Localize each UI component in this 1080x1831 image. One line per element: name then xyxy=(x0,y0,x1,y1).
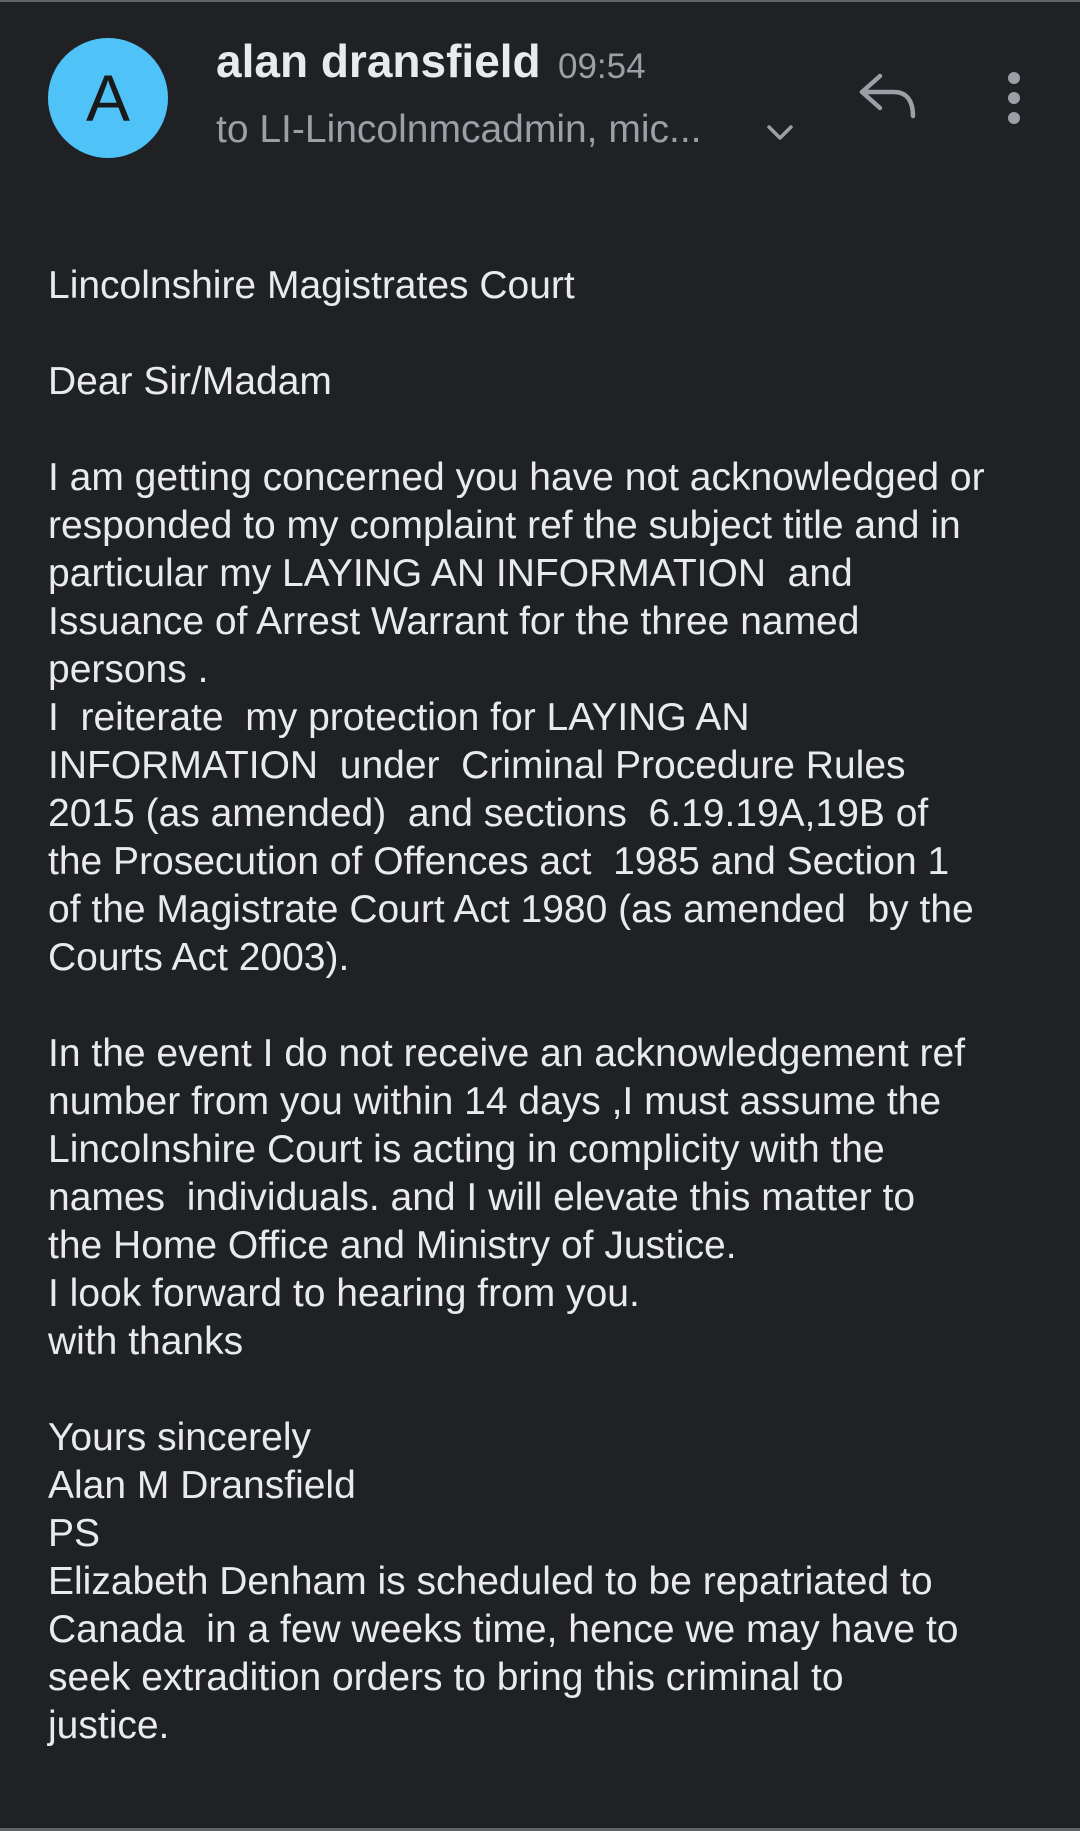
top-divider xyxy=(0,0,1080,2)
body-line: Elizabeth Denham is scheduled to be repatriated to xyxy=(48,1560,933,1603)
body-line: the Home Office and Ministry of Justice. xyxy=(48,1224,737,1267)
body-line: Courts Act 2003). xyxy=(48,936,350,979)
body-line: PS xyxy=(48,1512,101,1555)
body-line: In the event I do not receive an acknowledgement ref xyxy=(48,1032,966,1075)
body-line: Alan M Dransfield xyxy=(48,1464,356,1507)
blank-line xyxy=(48,406,1058,454)
body-line: the Prosecution of Offences act 1985 and Section 1 xyxy=(48,840,950,883)
body-line: 2015 (as amended) and sections 6.19.19A,19B of xyxy=(48,792,929,835)
message-time: 09:54 xyxy=(558,47,646,86)
body-line: I reiterate my protection for LAYING AN xyxy=(48,696,750,739)
body-line: of the Magistrate Court Act 1980 (as amended by the xyxy=(48,888,974,931)
sender-name: alan dransfield xyxy=(216,35,541,87)
message-body xyxy=(48,262,1058,1750)
body-line: Yours sincerely xyxy=(48,1416,312,1459)
body-line: Lincolnshire Magistrates Court xyxy=(48,264,575,307)
reply-icon[interactable] xyxy=(858,70,918,122)
avatar[interactable]: A xyxy=(48,38,168,158)
body-line: I am getting concerned you have not acknowledged or xyxy=(48,456,985,499)
chevron-down-icon[interactable] xyxy=(765,120,795,144)
body-line: Canada in a few weeks time, hence we may have to xyxy=(48,1608,959,1651)
more-vert-icon[interactable] xyxy=(998,70,1030,126)
body-line: I look forward to hearing from you. xyxy=(48,1272,640,1315)
body-line: number from you within 14 days ,I must assume the xyxy=(48,1080,942,1123)
body-line: names individuals. and I will elevate this matter to xyxy=(48,1176,916,1219)
recipients-summary[interactable]: to LI-Lincolnmcadmin, mic... xyxy=(216,108,702,151)
blank-line xyxy=(48,1366,1058,1414)
blank-line xyxy=(48,982,1058,1030)
body-line: Dear Sir/Madam xyxy=(48,360,332,403)
body-line: Issuance of Arrest Warrant for the three named xyxy=(48,600,860,643)
body-line: INFORMATION under Criminal Procedure Rules xyxy=(48,744,906,787)
blank-line xyxy=(48,310,1058,358)
body-line: particular my LAYING AN INFORMATION and xyxy=(48,552,853,595)
body-line: responded to my complaint ref the subject title and in xyxy=(48,504,961,547)
body-line: Lincolnshire Court is acting in complicity with the xyxy=(48,1128,885,1171)
body-line: persons . xyxy=(48,648,209,691)
body-line: justice. xyxy=(48,1704,170,1747)
body-line: seek extradition orders to bring this criminal to xyxy=(48,1656,844,1699)
body-line: with thanks xyxy=(48,1320,244,1363)
